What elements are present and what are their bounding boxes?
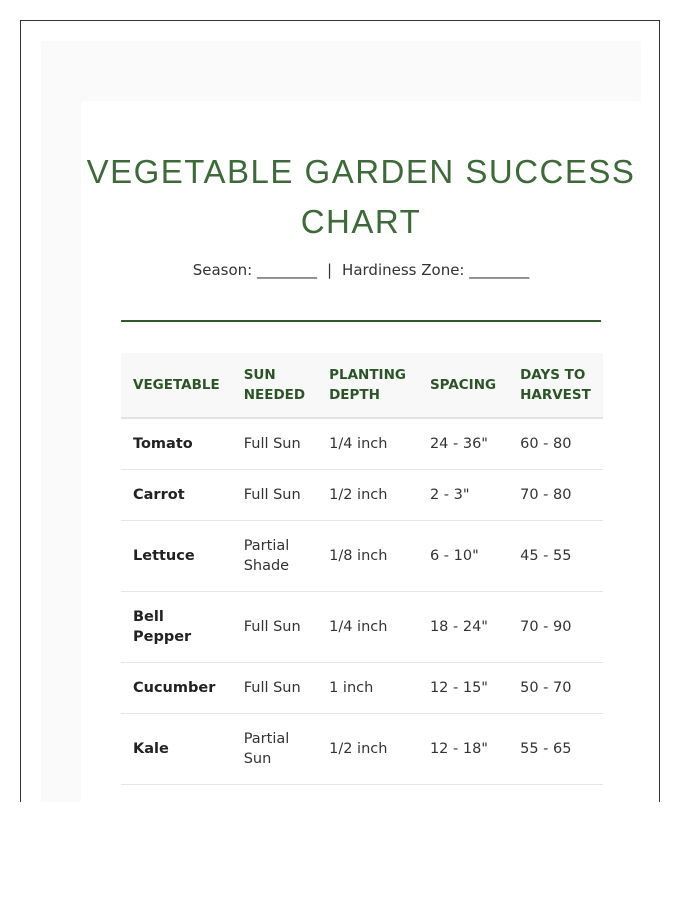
header-days-to-harvest: DAYS TO HARVEST xyxy=(508,353,603,418)
header-planting-depth: PLANTING DEPTH xyxy=(317,353,418,418)
cell-depth: 1/4 inch xyxy=(317,418,418,470)
table-header xyxy=(121,353,603,418)
table-row xyxy=(121,418,603,470)
hardiness-zone-field: Hardiness Zone: ________ xyxy=(342,261,530,279)
garden-table xyxy=(121,353,603,785)
cell-days: 55 - 65 xyxy=(508,714,603,785)
cell-sun: Full Sun xyxy=(232,592,317,663)
cell-days: 70 - 90 xyxy=(508,592,603,663)
cell-vegetable: Lettuce xyxy=(121,521,232,592)
cell-depth: 1/2 inch xyxy=(317,470,418,521)
cell-days: 45 - 55 xyxy=(508,521,603,592)
cell-spacing: 24 - 36" xyxy=(418,418,508,470)
cell-spacing: 12 - 18" xyxy=(418,714,508,785)
cell-spacing: 12 - 15" xyxy=(418,663,508,714)
cell-sun: Full Sun xyxy=(232,418,317,470)
subtitle-line xyxy=(81,261,641,279)
table-row xyxy=(121,592,603,663)
header-sun-needed: SUN NEEDED xyxy=(232,353,317,418)
table-row xyxy=(121,521,603,592)
cell-depth: 1/4 inch xyxy=(317,592,418,663)
subtitle-separator: | xyxy=(326,261,333,279)
cell-vegetable: Cucumber xyxy=(121,663,232,714)
cell-vegetable: Tomato xyxy=(121,418,232,470)
cell-spacing: 2 - 3" xyxy=(418,470,508,521)
header-spacing: SPACING xyxy=(418,353,508,418)
cell-sun: Full Sun xyxy=(232,470,317,521)
table-row xyxy=(121,714,603,785)
cell-sun: Full Sun xyxy=(232,663,317,714)
divider-rule xyxy=(121,320,601,322)
cell-depth: 1/8 inch xyxy=(317,521,418,592)
page-background-band xyxy=(41,41,641,802)
cell-days: 70 - 80 xyxy=(508,470,603,521)
cell-spacing: 18 - 24" xyxy=(418,592,508,663)
table-row xyxy=(121,663,603,714)
cell-days: 60 - 80 xyxy=(508,418,603,470)
cell-sun: Partial Sun xyxy=(232,714,317,785)
page-frame xyxy=(20,20,660,802)
cell-vegetable: Kale xyxy=(121,714,232,785)
cell-vegetable: Carrot xyxy=(121,470,232,521)
cell-sun: Partial Shade xyxy=(232,521,317,592)
season-field: Season: ________ xyxy=(192,261,317,279)
page-title: VEGETABLE GARDEN SUCCESS CHART xyxy=(86,153,636,240)
cell-spacing: 6 - 10" xyxy=(418,521,508,592)
cell-vegetable: Bell Pepper xyxy=(121,592,232,663)
cell-depth: 1/2 inch xyxy=(317,714,418,785)
document-card xyxy=(81,101,641,802)
cell-depth: 1 inch xyxy=(317,663,418,714)
cell-days: 50 - 70 xyxy=(508,663,603,714)
header-vegetable: VEGETABLE xyxy=(121,353,232,418)
table-row xyxy=(121,470,603,521)
